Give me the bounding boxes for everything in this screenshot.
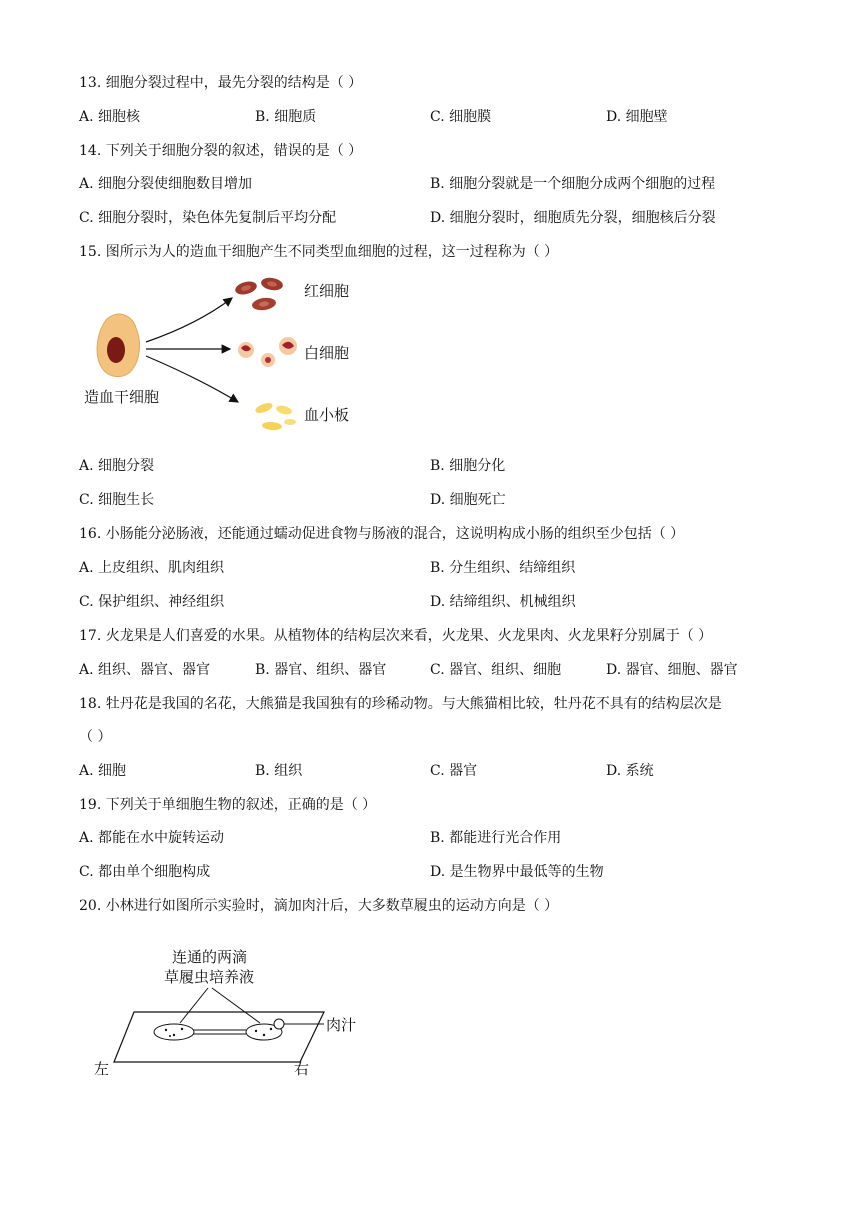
q16-option-d: D. 结缔组织、机械组织: [430, 594, 576, 610]
white-cell-label: 白细胞: [304, 344, 350, 362]
q18-option-c: C. 器官: [430, 763, 478, 779]
question-19-stem: 19. 下列关于单细胞生物的叙述，正确的是（ ）: [79, 797, 377, 813]
q15-option-d: D. 细胞死亡: [430, 492, 506, 508]
culture-label-line2: 草履虫培养液: [164, 968, 255, 986]
q15-option-b: B. 细胞分化: [430, 458, 506, 474]
q18-option-d: D. 系统: [606, 763, 654, 779]
q19-option-a: A. 都能在水中旋转运动: [79, 830, 225, 846]
q14-option-b: B. 细胞分裂就是一个细胞分成两个细胞的过程: [430, 176, 716, 192]
q14-option-d: D. 细胞分裂时，细胞质先分裂，细胞核后分裂: [430, 210, 716, 226]
q13-option-a: A. 细胞核: [79, 109, 141, 125]
q15-option-a: A. 细胞分裂: [79, 458, 155, 474]
q18-option-b: B. 组织: [255, 763, 303, 779]
glass-slide: [114, 1012, 324, 1062]
q15-option-c: C. 细胞生长: [79, 492, 155, 508]
q14-option-a: A. 细胞分裂使细胞数目增加: [79, 176, 253, 192]
q13-option-b: B. 细胞质: [255, 109, 317, 125]
culture-label-line1: 连通的两滴: [172, 948, 248, 966]
left-culture-drop: [154, 1024, 194, 1040]
platelet-label: 血小板: [304, 406, 350, 424]
q19-option-d: D. 是生物界中最低等的生物: [430, 864, 604, 880]
platelets: [254, 401, 296, 431]
question-13-stem: 13. 细胞分裂过程中，最先分裂的结构是（ ）: [79, 75, 363, 91]
q19-option-c: C. 都由单个细胞构成: [79, 864, 211, 880]
q17-option-c: C. 器官、组织、细胞: [430, 662, 562, 678]
q16-option-a: A. 上皮组织、肌肉组织: [79, 560, 225, 576]
q14-option-c: C. 细胞分裂时，染色体先复制后平均分配: [79, 210, 337, 226]
red-blood-cells: [234, 276, 284, 311]
right-label: 右: [294, 1060, 310, 1078]
q18-option-a: A. 细胞: [79, 763, 127, 779]
q13-option-d: D. 细胞壁: [606, 109, 668, 125]
paramecium-experiment-figure: [88, 940, 378, 1085]
white-blood-cells: [238, 337, 297, 367]
stem-cell-nucleus: [107, 337, 125, 363]
left-label: 左: [94, 1060, 110, 1078]
arrow-to-platelets: [146, 356, 238, 402]
question-16-stem: 16. 小肠能分泌肠液，还能通过蠕动促进食物与肠液的混合，这说明构成小肠的组织至少包括（ ）: [79, 526, 685, 542]
q16-option-b: B. 分生组织、结缔组织: [430, 560, 576, 576]
question-14-stem: 14. 下列关于细胞分裂的叙述，错误的是（ ）: [79, 143, 363, 159]
q17-option-b: B. 器官、组织、器官: [255, 662, 387, 678]
meat-juice-label: 肉汁: [326, 1016, 357, 1034]
meat-juice-drop: [274, 1019, 284, 1029]
question-18-stem: 18. 牡丹花是我国的名花，大熊猫是我国独有的珍稀动物。与大熊猫相比较，牡丹花不具有的结构层次是: [79, 696, 722, 712]
q17-option-a: A. 组织、器官、器官: [79, 662, 211, 678]
question-20-stem: 20. 小林进行如图所示实验时，滴加肉汁后，大多数草履虫的运动方向是（ ）: [79, 898, 559, 914]
q17-option-d: D. 器官、细胞、器官: [606, 662, 738, 678]
arrow-to-red-cells: [146, 298, 232, 342]
q13-option-c: C. 细胞膜: [430, 109, 492, 125]
question-17-stem: 17. 火龙果是人们喜爱的水果。从植物体的结构层次来看，火龙果、火龙果肉、火龙果籽分别属于（ ）: [79, 628, 713, 644]
q16-option-c: C. 保护组织、神经组织: [79, 594, 225, 610]
question-15-stem: 15. 图所示为人的造血干细胞产生不同类型血细胞的过程，这一过程称为（ ）: [79, 244, 559, 260]
blood-cell-differentiation-figure: [78, 272, 378, 442]
question-18-stem-continued: （ ）: [79, 729, 112, 745]
q19-option-b: B. 都能进行光合作用: [430, 830, 562, 846]
stem-cell-label: 造血干细胞: [84, 388, 160, 406]
red-cell-label: 红细胞: [304, 282, 350, 300]
